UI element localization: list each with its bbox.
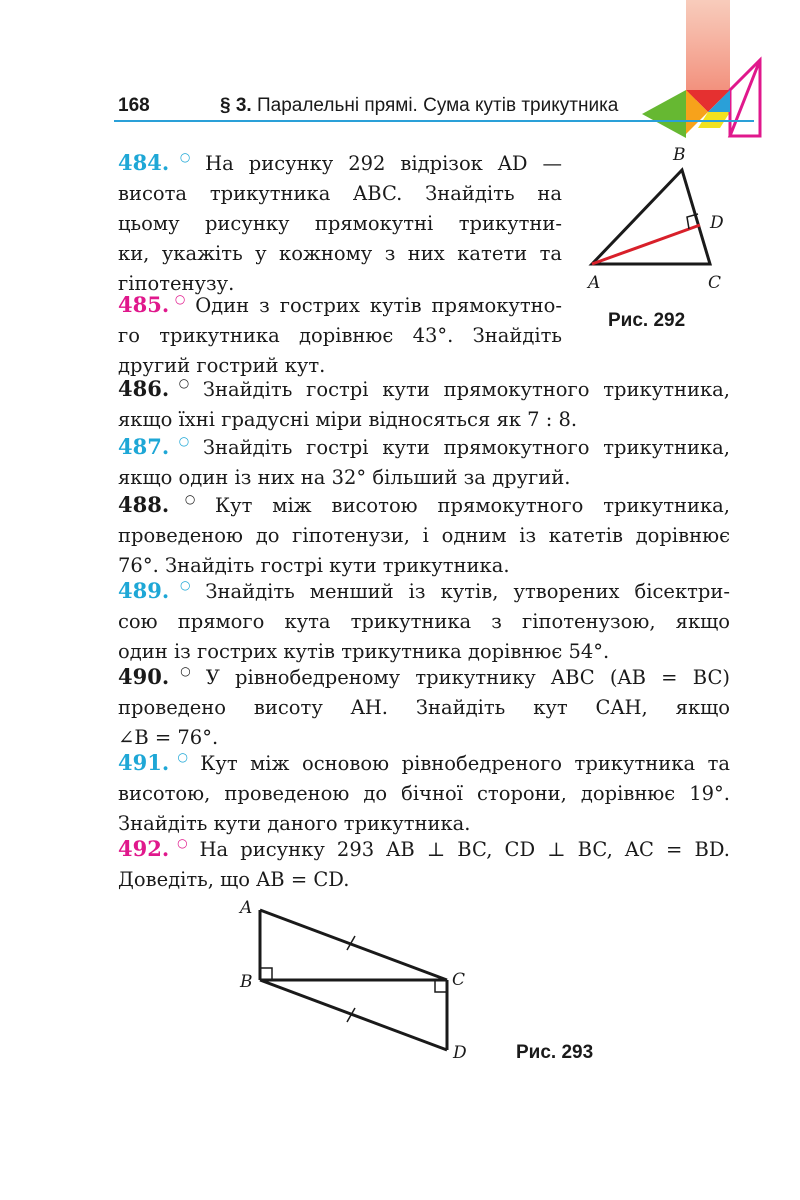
problem-line: висотою, проведеною до бічної сторони, дорівнює 19°. — [118, 782, 730, 805]
problem-line: проведено висоту AH. Знайдіть кут CAH, якщо — [118, 696, 730, 719]
problem-number: 484. — [118, 150, 170, 175]
label-b: B — [673, 145, 686, 165]
problem-line: ∠B = 76°. — [118, 726, 219, 749]
problem-484: 484. ○ На рисунку 292 відрізок AD — висота трикутника ABC. Знайдіть на цьому рисунку прямокутні трикутни- ки, укажіть у кожному з них катети та гіпотенузу. — [118, 142, 562, 299]
problem-line: Кут між основою рівнобедреного трикутника та — [200, 752, 730, 775]
section-label: § 3. — [220, 95, 252, 116]
figure-292 — [580, 140, 730, 300]
problem-487: 487. ○ Знайдіть гострі кути прямокутного трикутника, якщо один із них на 32° більший за другий. — [118, 426, 730, 493]
problem-490: 490. ○ У рівнобедреному трикутнику ABC (AB = BC) проведено висоту AH. Знайдіть кут CAH, якщо ∠B = 76°. — [118, 656, 730, 753]
problem-489: 489. ○ Знайдіть менший із кутів, утворених бісектри- сою прямого кута трикутника з гіпотенузою, якщо один із гострих кутів трикутника дорівнює 54°. — [118, 570, 730, 667]
problem-line: На рисунку 292 відрізок AD — — [205, 152, 562, 175]
problem-number: 490. — [118, 664, 170, 689]
segment-ac — [260, 910, 447, 980]
problem-line: ки, укажіть у кожному з них катети та — [118, 242, 562, 265]
problem-number: 488. — [118, 492, 170, 517]
problem-number: 485. — [118, 292, 170, 317]
problem-line: Знайдіть гострі кути прямокутного трикутника, — [202, 436, 730, 459]
problem-line: другий гострий кут. — [118, 354, 326, 377]
problem-491: 491. ○ Кут між основою рівнобедреного трикутника та висотою, проведеною до бічної сторони, дорівнює 19°. Знайдіть кути даного трикутника. — [118, 742, 730, 839]
problem-line: один із гострих кутів трикутника дорівнює 54°. — [118, 640, 610, 663]
section-title: Паралельні прямі. Сума кутів трикутника — [256, 95, 619, 116]
problem-line: якщо їхні градусні міри відносяться як 7 : 8. — [118, 408, 578, 431]
problem-number: 492. — [118, 836, 170, 861]
problem-number: 491. — [118, 750, 170, 775]
label-b: B — [240, 972, 253, 992]
problem-486: 486. ○ Знайдіть гострі кути прямокутного трикутника, якщо їхні градусні міри відносяться як 7 : 8. — [118, 368, 730, 435]
page-number: 168 — [118, 95, 150, 116]
problem-line: Знайдіть гострі кути прямокутного трикутника, — [202, 378, 730, 401]
label-d: D — [453, 1043, 467, 1063]
figure-293-caption: Рис. 293 — [516, 1042, 594, 1063]
problem-488: 488. ○ Кут між висотою прямокутного трикутника, проведеною до гіпотенузи, і одним із катетів дорівнює 76°. Знайдіть гострі кути трикутника. — [118, 484, 730, 581]
problem-line: На рисунку 293 AB ⊥ BC, CD ⊥ BC, AC = BD. — [199, 838, 730, 861]
tangram-decoration — [640, 0, 800, 140]
page-header — [118, 92, 648, 122]
problem-line: проведеною до гіпотенузи, і одним із катетів дорівнює — [118, 524, 730, 547]
problem-line: цьому рисунку прямокутні трикутни- — [118, 212, 562, 235]
label-c: C — [452, 970, 466, 990]
problem-line: сою прямого кута трикутника з гіпотенузою, якщо — [118, 610, 730, 633]
problem-line: гіпотенузу. — [118, 272, 235, 295]
triangle-abc — [592, 170, 710, 264]
problem-line: Один з гострих кутів прямокутно- — [195, 294, 562, 317]
problem-line: 76°. Знайдіть гострі кути трикутника. — [118, 554, 510, 577]
problem-line: Доведіть, що AB = CD. — [118, 868, 350, 891]
problem-line: висота трикутника ABC. Знайдіть на — [118, 182, 562, 205]
problem-line: Кут між висотою прямокутного трикутника, — [215, 494, 730, 517]
altitude-ad — [592, 225, 700, 264]
problem-line: У рівнобедреному трикутнику ABC (AB = BC) — [205, 666, 730, 689]
right-angle-mark-b — [260, 968, 272, 980]
label-a: A — [588, 273, 601, 293]
problem-line: Знайдіть менший із кутів, утворених бісектри- — [205, 580, 730, 603]
header-rule — [114, 120, 754, 122]
segment-bd — [260, 980, 447, 1050]
problem-492: 492. ○ На рисунку 293 AB ⊥ BC, CD ⊥ BC, AC = BD. Доведіть, що AB = CD. — [118, 828, 730, 895]
right-angle-mark-c — [435, 980, 447, 992]
figure-293 — [230, 895, 490, 1070]
problem-line: Знайдіть кути даного трикутника. — [118, 812, 471, 835]
label-c: C — [708, 273, 722, 293]
problem-number: 487. — [118, 434, 170, 459]
section-heading — [220, 95, 618, 117]
problem-number: 489. — [118, 578, 170, 603]
figure-292-caption: Рис. 292 — [608, 310, 686, 331]
problem-line: якщо один із них на 32° більший за другий. — [118, 466, 571, 489]
problem-number: 486. — [118, 376, 170, 401]
label-a: A — [240, 898, 253, 918]
label-d: D — [710, 213, 724, 233]
problem-line: го трикутника дорівнює 43°. Знайдіть — [118, 324, 562, 347]
problem-485: 485. ○ Один з гострих кутів прямокутно- го трикутника дорівнює 43°. Знайдіть другий гострий кут. — [118, 284, 562, 381]
